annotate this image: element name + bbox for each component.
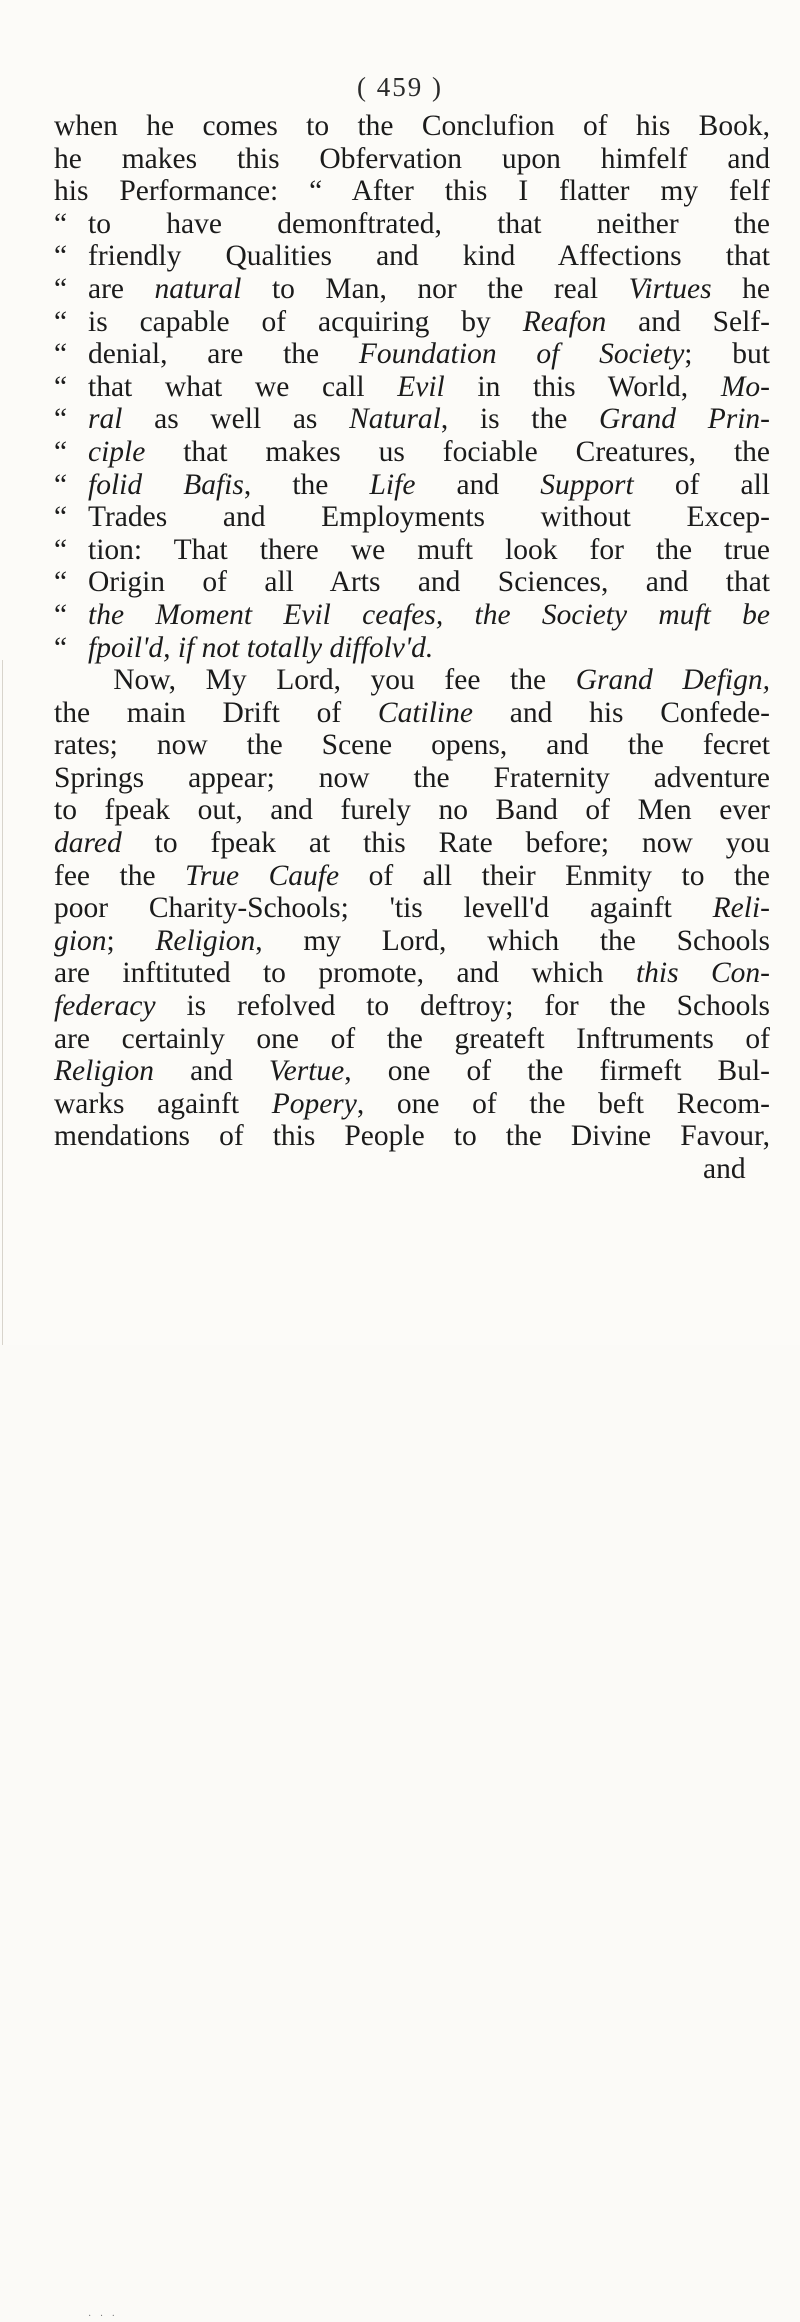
roman-text: ; but xyxy=(684,338,770,371)
text-line xyxy=(54,664,770,697)
text-line xyxy=(54,306,770,339)
text-line xyxy=(54,925,770,958)
italic-text: Grand Defign, xyxy=(575,664,770,697)
roman-text: and Self- xyxy=(606,305,770,338)
italic-text: True Caufe xyxy=(185,859,340,892)
roman-text: , the xyxy=(243,468,370,501)
roman-text: that makes us fociable Creatures, the xyxy=(145,435,770,468)
italic-text: Reli- xyxy=(712,892,770,925)
ink-specks: · · · xyxy=(88,2311,118,2322)
text-line xyxy=(54,273,770,306)
text-line xyxy=(54,1120,770,1153)
roman-text: , one of the firmeft Bul- xyxy=(344,1055,770,1088)
roman-text: fee the xyxy=(54,859,186,892)
roman-text: his Performance: “ After this I flatter my felf xyxy=(54,175,770,208)
roman-text: denial, are the xyxy=(88,338,359,371)
quote-mark: “ xyxy=(54,403,68,436)
text-line xyxy=(54,338,770,371)
catchword: and xyxy=(703,1153,746,1185)
roman-text: are xyxy=(88,272,155,305)
text-line xyxy=(54,1023,770,1056)
text-line xyxy=(54,208,770,241)
roman-text: he xyxy=(711,272,771,305)
roman-text: friendly Qualities and kind Affections that xyxy=(88,240,770,273)
italic-text: Support xyxy=(540,468,634,501)
quote-mark: “ xyxy=(54,305,68,338)
roman-text: Springs appear; now the Fraternity adventure xyxy=(54,761,770,794)
italic-text: fpoil'd, if not totally diffolv'd. xyxy=(88,631,434,664)
roman-text: as well as xyxy=(122,403,350,436)
roman-text: to fpeak at this Rate before; now you xyxy=(121,827,770,860)
catchword-line xyxy=(0,1153,800,2322)
roman-text: when he comes to the Conclufion of his Book, xyxy=(54,110,770,142)
quote-mark: “ xyxy=(54,338,68,371)
text-line xyxy=(54,599,770,632)
text-line xyxy=(54,566,770,599)
roman-text: the main Drift of xyxy=(54,696,378,729)
roman-text: warks againft xyxy=(54,1087,272,1120)
italic-text: Natural xyxy=(349,403,441,436)
text-line xyxy=(54,501,770,534)
italic-text: Religion xyxy=(155,924,256,957)
text-line xyxy=(54,371,770,404)
roman-text: is refolved to deftroy; for the Schools xyxy=(155,990,770,1023)
roman-text: poor Charity-Schools; 'tis levell'd againft xyxy=(54,892,713,925)
italic-text: Life xyxy=(369,468,416,501)
quote-mark: “ xyxy=(54,468,68,501)
roman-text: he makes this Obfervation upon himfelf and xyxy=(54,142,770,175)
italic-text: folid Bafis xyxy=(88,468,244,501)
italic-text: federacy xyxy=(54,990,156,1023)
roman-text: that what we call xyxy=(88,370,398,403)
text-line xyxy=(54,957,770,990)
italic-text: gion xyxy=(54,924,107,957)
italic-text: ral xyxy=(88,403,123,436)
quote-mark: “ xyxy=(54,435,68,468)
body-text xyxy=(54,110,770,1153)
roman-text: and xyxy=(153,1055,269,1088)
roman-text: Now, My Lord, you fee the xyxy=(54,664,576,697)
roman-text: ; xyxy=(106,924,156,957)
roman-text: , one of the beft Recom- xyxy=(356,1087,771,1120)
text-line xyxy=(54,794,770,827)
text-line xyxy=(54,110,770,143)
text-line xyxy=(54,729,770,762)
text-line xyxy=(54,469,770,502)
text-line xyxy=(54,697,770,730)
text-line xyxy=(54,240,770,273)
roman-text: of all xyxy=(633,468,771,501)
italic-text: Evil xyxy=(397,370,445,403)
text-line xyxy=(54,827,770,860)
italic-text: Religion xyxy=(54,1055,154,1088)
quote-mark: “ xyxy=(54,533,68,566)
page-edge-shadow xyxy=(2,660,9,1345)
roman-text: to have demonftrated, that neither the xyxy=(88,207,770,240)
roman-text: in this World, xyxy=(444,370,721,403)
italic-text: Popery xyxy=(271,1087,357,1120)
quote-mark: “ xyxy=(54,370,68,403)
italic-text: natural xyxy=(154,272,242,305)
roman-text: , is the xyxy=(440,403,600,436)
roman-text: rates; now the Scene opens, and the fecret xyxy=(54,729,770,762)
roman-text: to Man, nor the real xyxy=(241,272,629,305)
text-line xyxy=(54,762,770,795)
quote-mark: “ xyxy=(54,501,68,534)
italic-text: the Moment Evil ceafes, the Society muft be xyxy=(88,598,770,631)
text-line xyxy=(54,436,770,469)
quote-mark: “ xyxy=(54,598,68,631)
text-line xyxy=(54,175,770,208)
page-number: ( 459 ) xyxy=(357,72,443,102)
italic-text: dared xyxy=(54,827,122,860)
text-line xyxy=(54,860,770,893)
italic-text: Grand Prin- xyxy=(599,403,770,436)
roman-text: tion: That there we muft look for the true xyxy=(88,533,770,566)
quote-mark: “ xyxy=(54,566,68,599)
roman-text: are certainly one of the greateft Inftruments of xyxy=(54,1022,770,1055)
italic-text: Virtues xyxy=(628,272,712,305)
text-line xyxy=(54,990,770,1023)
text-line xyxy=(54,534,770,567)
roman-text: to fpeak out, and furely no Band of Men ever xyxy=(54,794,770,827)
text-line xyxy=(54,632,770,665)
roman-text: Trades and Employments without Excep- xyxy=(88,501,770,534)
roman-text: of all their Enmity to the xyxy=(339,859,770,892)
italic-text: Catiline xyxy=(377,696,473,729)
roman-text: are inftituted to promote, and which xyxy=(54,957,636,990)
roman-text: is capable of acquiring by xyxy=(88,305,523,338)
italic-text: Vertue xyxy=(268,1055,345,1088)
roman-text: and his Confede- xyxy=(472,696,770,729)
text-line xyxy=(54,1088,770,1121)
roman-text: and xyxy=(415,468,541,501)
text-line xyxy=(54,403,770,436)
italic-text: this Con- xyxy=(635,957,771,990)
roman-text: , my Lord, which the Schools xyxy=(255,924,770,957)
quote-mark: “ xyxy=(54,207,68,240)
italic-text: Reafon xyxy=(522,305,607,338)
italic-text: Foundation of Society xyxy=(358,338,685,371)
quote-mark: “ xyxy=(54,631,68,664)
text-line xyxy=(54,1055,770,1088)
text-line xyxy=(54,143,770,176)
quote-mark: “ xyxy=(54,272,68,305)
quote-mark: “ xyxy=(54,240,68,273)
roman-text: mendations of this People to the Divine Favour, xyxy=(54,1120,770,1153)
text-line xyxy=(54,892,770,925)
italic-text: Mo- xyxy=(720,370,770,403)
italic-text: ciple xyxy=(88,435,146,468)
roman-text: Origin of all Arts and Sciences, and that xyxy=(88,566,770,599)
